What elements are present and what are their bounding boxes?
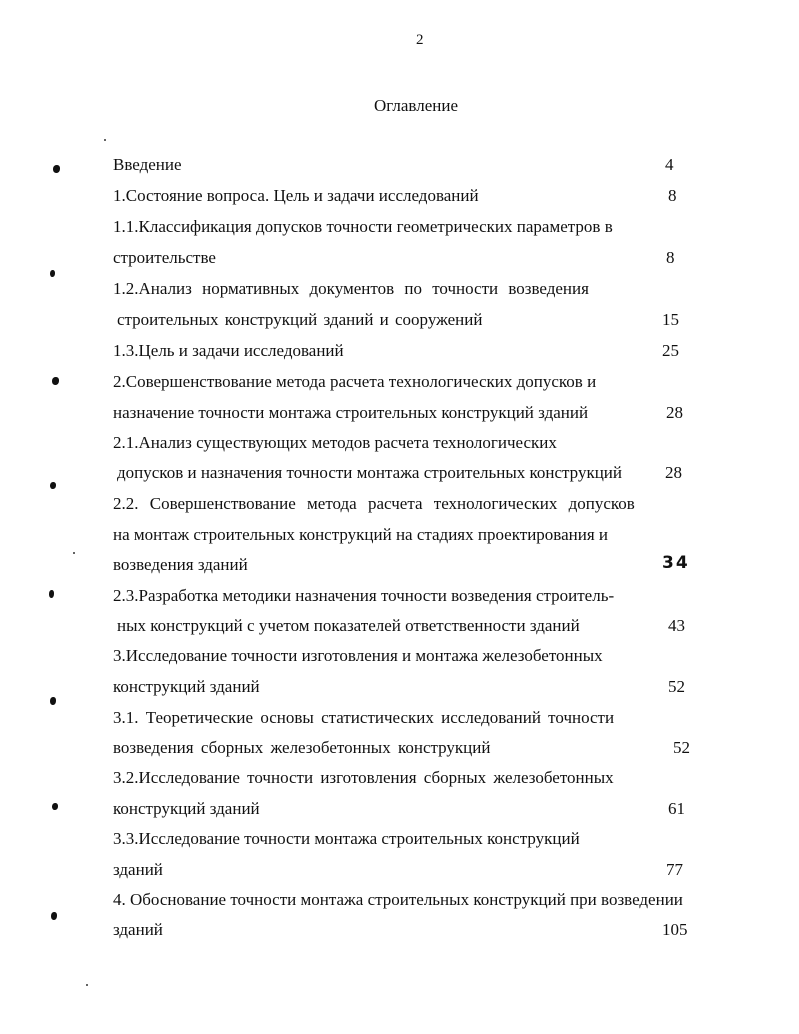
toc-entry-text: 3.Исследование точности изготовления и монтажа железобетонных [113, 646, 603, 665]
toc-entry-text: 3.3.Исследование точности монтажа строительных конструкций [113, 829, 580, 848]
toc-entry-text: строительных конструкций зданий и сооружений [117, 310, 483, 329]
toc-entry-page: 28 [666, 403, 683, 422]
scan-mark [51, 912, 57, 920]
toc-entry-page: 25 [662, 341, 679, 360]
toc-entry-text: допусков и назначения точности монтажа строительных конструкций [117, 463, 622, 482]
toc-entry-text: 2.3.Разработка методики назначения точности возведения строитель- [113, 586, 615, 605]
scan-speck [104, 139, 106, 141]
scan-mark [52, 377, 59, 385]
toc-entry-page: 105 [662, 920, 688, 939]
toc-entry-page: 34 [662, 553, 690, 573]
toc-entry-text: ных конструкций с учетом показателей ответственности зданий [117, 616, 580, 635]
toc-entry-text: конструкций зданий [113, 677, 260, 696]
scan-mark [52, 803, 58, 810]
toc-entry-text: зданий [113, 860, 163, 879]
toc-entry-text: 2.2. Совершенствование метода расчета технологических допусков [113, 494, 635, 513]
toc-entry-text: на монтаж строительных конструкций на стадиях проектирования и [113, 525, 609, 544]
toc-title: Оглавление [374, 96, 458, 115]
toc-entry-text: назначение точности монтажа строительных конструкций зданий [113, 403, 589, 422]
toc-entry-text: строительстве [113, 248, 216, 267]
toc-entry-text: возведения сборных железобетонных конструкций [113, 738, 491, 757]
toc-entry-text: 4. Обоснование точности монтажа строительных конструкций при возведении [113, 890, 683, 909]
scan-speck [86, 984, 88, 986]
toc-entry-page: 61 [668, 799, 685, 818]
toc-entry-page: 52 [673, 738, 690, 757]
toc-entry-text: конструкций зданий [113, 799, 260, 818]
toc-entry-page: 43 [668, 616, 685, 635]
toc-entry-page: 28 [665, 463, 682, 482]
scan-speck [73, 552, 75, 554]
scan-mark [53, 165, 60, 173]
toc-entry-text: 2.1.Анализ существующих методов расчета технологических [113, 433, 557, 452]
toc-entry-text: зданий [113, 920, 163, 939]
toc-entry-text: возведения зданий [113, 555, 248, 574]
toc-entry-text: Введение [113, 155, 182, 174]
toc-entry-page: 4 [665, 155, 674, 174]
toc-entry-page: 52 [668, 677, 685, 696]
toc-entry-text: 1.Состояние вопроса. Цель и задачи исследований [113, 186, 479, 205]
toc-entry-page: 15 [662, 310, 679, 329]
toc-entry-page: 8 [668, 186, 677, 205]
toc-entry-text: 2.Совершенствование метода расчета технологических допусков и [113, 372, 597, 391]
scan-mark [50, 482, 56, 489]
scan-mark [49, 590, 54, 598]
toc-entry-page: 77 [666, 860, 683, 879]
toc-entry-text: 1.2.Анализ нормативных документов по точности возведения [113, 279, 589, 298]
scan-mark [50, 697, 56, 705]
toc-entry-page: 8 [666, 248, 675, 267]
toc-entry-text: 3.2.Исследование точности изготовления сборных железобетонных [113, 768, 614, 787]
toc-entry-text: 1.3.Цель и задачи исследований [113, 341, 344, 360]
toc-entry-text: 1.1.Классификация допусков точности геометрических параметров в [113, 217, 613, 236]
toc-entry-text: 3.1. Теоретические основы статистических исследований точности [113, 708, 615, 727]
page-number: 2 [416, 32, 424, 48]
scan-mark [50, 270, 55, 277]
